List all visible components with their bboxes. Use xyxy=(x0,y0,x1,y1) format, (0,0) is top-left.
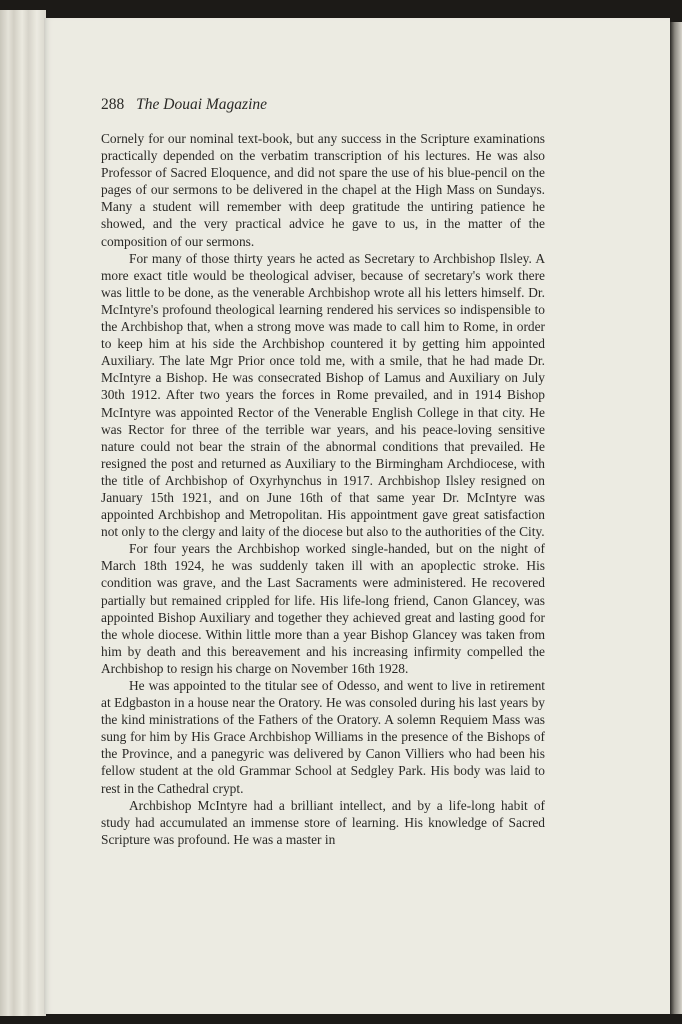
running-header xyxy=(101,96,561,116)
book-gutter-shadow xyxy=(670,22,682,1014)
paragraph: Archbishop McIntyre had a brilliant intellect, and by a life-long habit of study had accumulated an immense store of learning. His knowledge of Sacred Scripture was profound. He was a master in xyxy=(101,797,545,847)
paragraph: He was appointed to the titular see of Odesso, and went to live in retirement at Edgbaston in a house near the Oratory. He was consoled during his last years by the kind ministrations of the Fathers of the Oratory. A solemn Requiem Mass was sung for him by His Grace Archbishop Williams in the presence of the Bishops of the Province, and a panegyric was delivered by Canon Villiers who had been his fellow student at the old Grammar School at Sedgley Park. His body was laid to rest in the Cathedral crypt. xyxy=(101,678,545,796)
book-page-edges xyxy=(0,10,46,1016)
magazine-title: The Douai Magazine xyxy=(136,96,268,113)
paragraph: Cornely for our nominal text-book, but any success in the Scripture examinations practically depended on the verbatim transcription of his lectures. He was also Professor of Sacred Eloquence, and did not spare the use of his blue-pencil on the pages of our sermons to be delivered in the chapel at the High Mass on Sundays. Many a student will remember with deep gratitude the untiring patience he showed, and the very practical advice he gave to us, in the matter of the composition of our sermons. xyxy=(101,131,545,249)
paragraph: For many of those thirty years he acted as Secretary to Archbishop Ilsley. A more exact title would be theological adviser, because of secretary's work there was little to be done, as the venerable Archbishop wrote all his letters himself. Dr. McIntyre's profound theological learning rendered his services so indispensible to the Archbishop that, when a strong move was made to call him to Rome, in order to keep him at his side the Archbishop countered it by getting him appointed Auxiliary. The late Mgr Prior once told me, with a smile, that he had made Dr. McIntyre a Bishop. He was consecrated Bishop of Lamus and Auxiliary on July 30th 1912. After two years the forces in Rome prevailed, and in 1914 Bishop McIntyre was appointed Rector of the Venerable English College in that city. He was Rector for three of the terrible war years, and his peace-loving sensitive nature could not bear the strain of the abnormal conditions that prevailed. He resigned the post and returned as Auxiliary to the Birmingham Archdiocese, with the title of Archbishop of Oxyrhynchus in 1917. Archbishop Ilsley resigned on January 15th 1921, and on June 16th of that same year Dr. McIntyre was appointed Archbishop and Metropolitan. His appointment gave great satisfaction not only to the clergy and laity of the diocese but also to the authorities of the City. xyxy=(101,250,545,540)
paragraph: For four years the Archbishop worked single-handed, but on the night of March 18th 1924, he was suddenly taken ill with an apoplectic stroke. His condition was grave, and the Last Sacraments were administered. He recovered partially but remained crippled for life. His life-long friend, Canon Glancey, was appointed Bishop Auxiliary and together they achieved great and lasting good for the whole diocese. Within little more than a year Bishop Glancey was taken from him by death and this bereavement and his increasing infirmity compelled the Archbishop to resign his charge on November 16th 1928. xyxy=(101,541,545,676)
page-number: 288 xyxy=(101,96,125,113)
body-text xyxy=(101,130,545,848)
